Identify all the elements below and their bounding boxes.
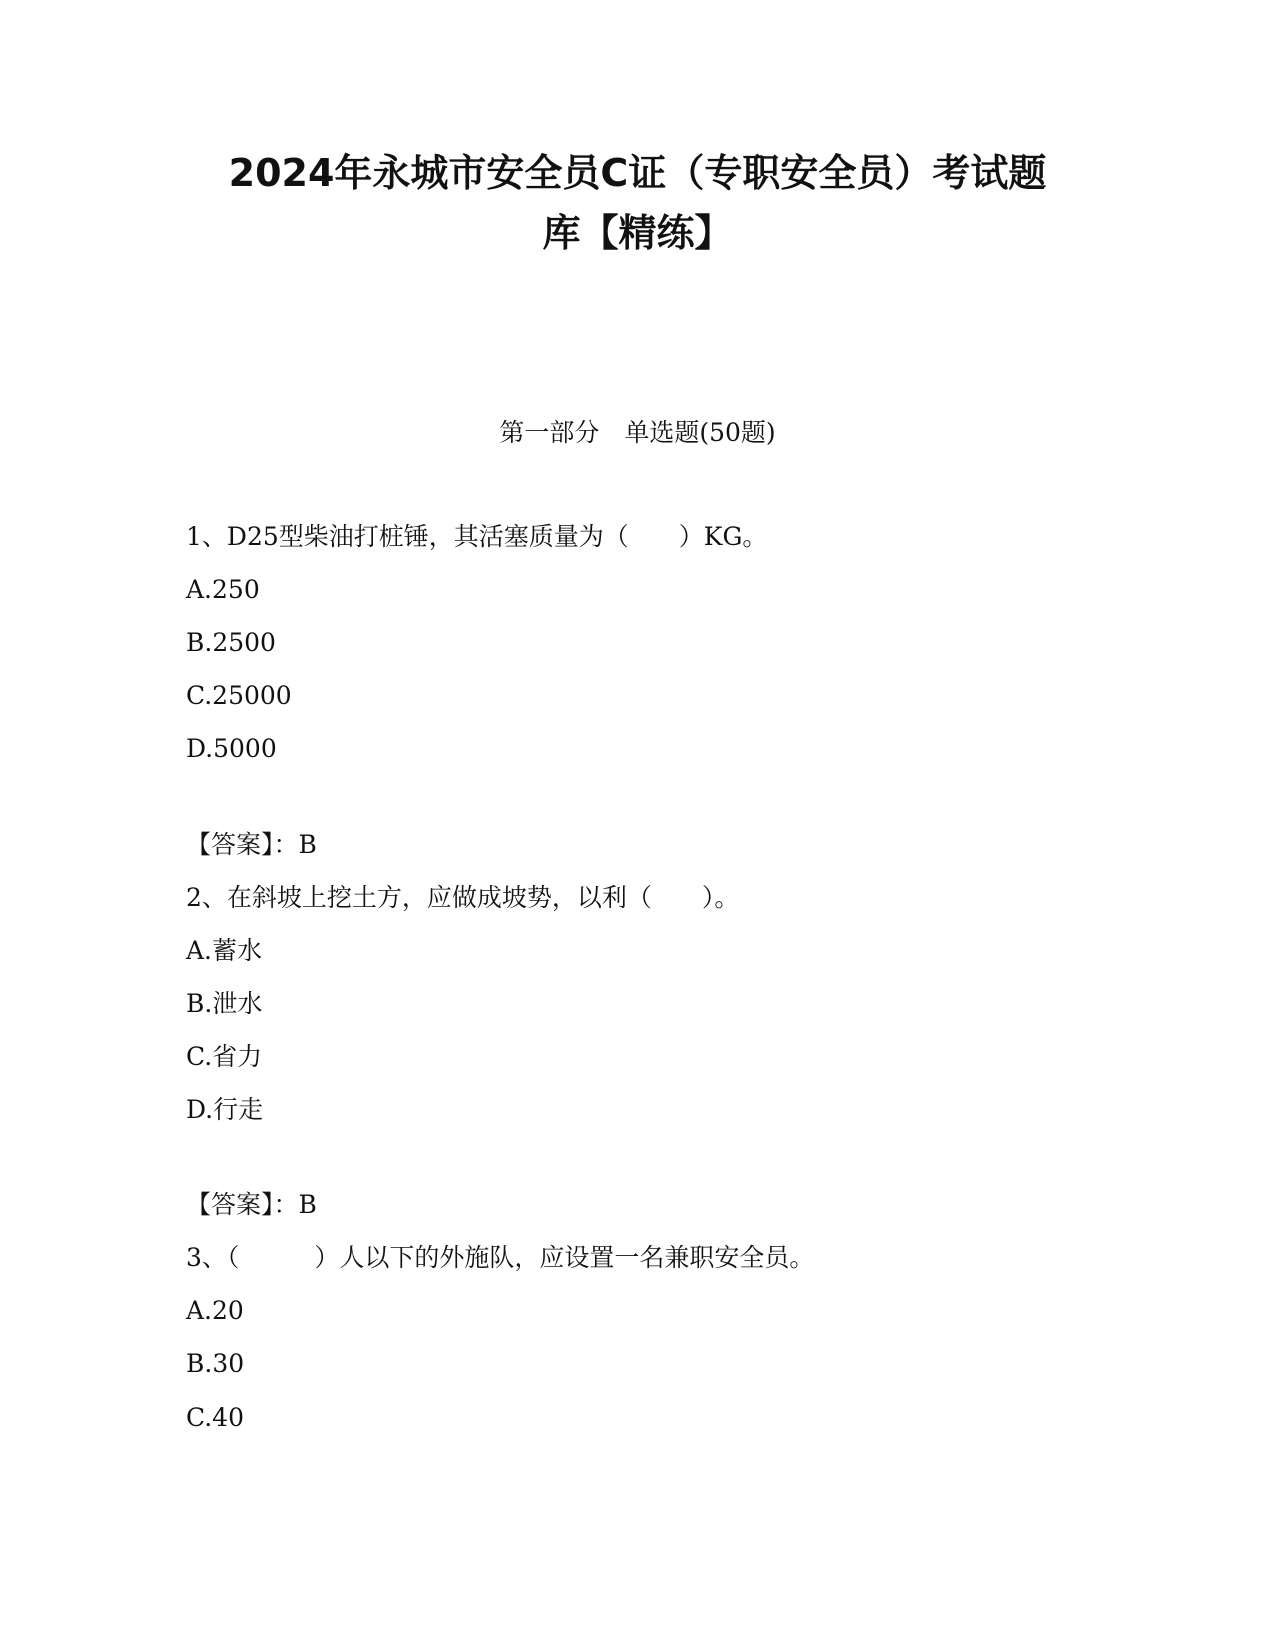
question-3-option-c: C.40 [186,1403,244,1432]
question-1-stem: 1、D25型柴油打桩锤，其活塞质量为（ ）KG。 [186,522,768,551]
question-3-stem: 3、（ ）人以下的外施队，应设置一名兼职安全员。 [186,1243,815,1272]
title-line-2: 库【精练】 [542,211,733,255]
question-1-option-b: B.2500 [186,628,276,657]
question-1-option-c: C.25000 [186,681,292,710]
question-1-option-d: D.5000 [186,734,277,763]
question-1-answer: 【答案】：B [186,830,317,859]
question-2-stem: 2、在斜坡上挖土方，应做成坡势，以利（ ）。 [186,883,740,912]
title-line-1: 2024年永城市安全员C证（专职安全员）考试题 [228,151,1047,195]
question-2-option-a: A.蓄水 [186,936,263,965]
question-2-option-b: B.泄水 [186,989,263,1018]
question-2-option-c: C.省力 [186,1042,263,1071]
question-1-option-a: A.250 [186,575,260,604]
question-2-answer: 【答案】：B [186,1190,317,1219]
question-2-option-d: D.行走 [186,1095,264,1124]
document-title [150,143,1125,263]
section-heading: 第一部分 单选题(50题) [499,418,776,447]
question-3-option-a: A.20 [186,1296,244,1325]
question-3-option-b: B.30 [186,1349,245,1378]
